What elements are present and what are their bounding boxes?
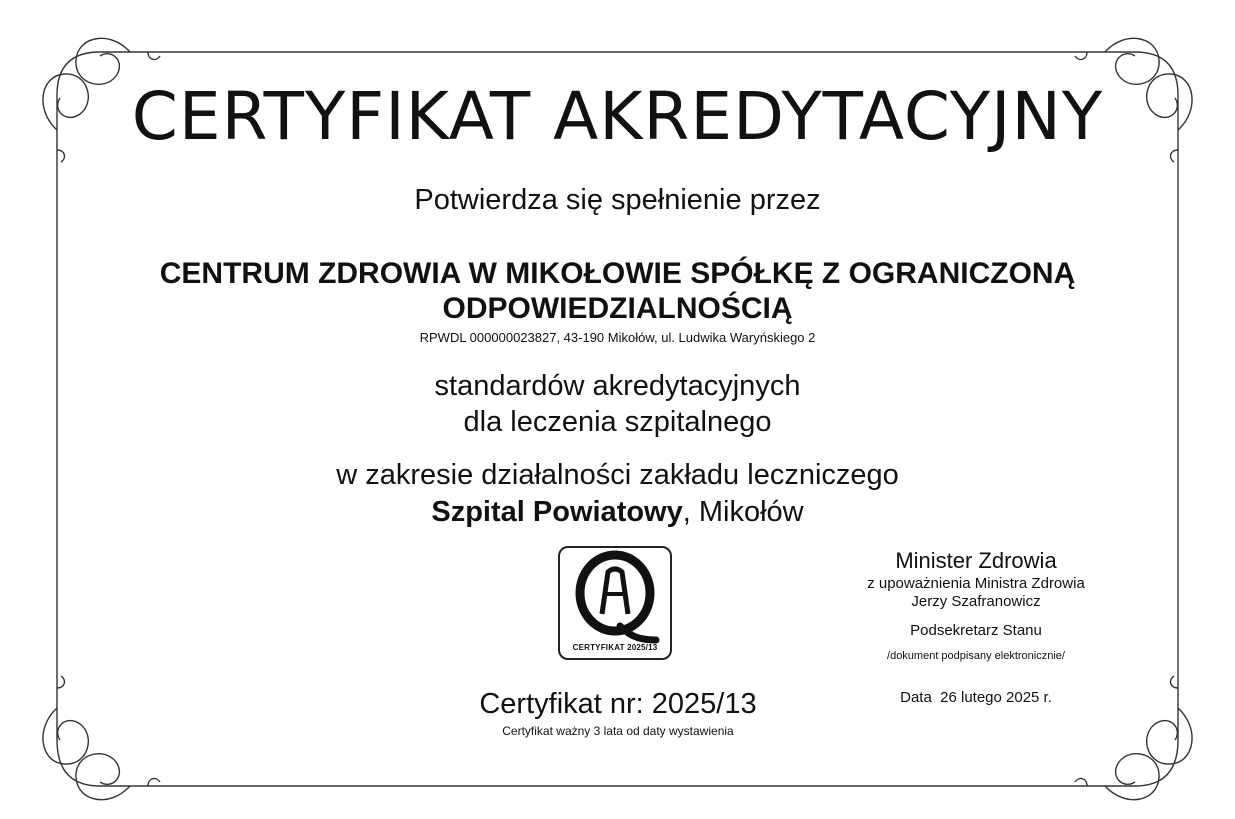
standards-line-2: dla leczenia szpitalnego bbox=[463, 406, 772, 438]
certificate-title: CERTYFIKAT AKREDYTACYJNY bbox=[131, 78, 1104, 155]
scope-description: zakresie działalności zakładu leczniczego bbox=[365, 459, 899, 491]
facility-location: , Mikołów bbox=[682, 496, 804, 528]
corner-ornament-bottom-left bbox=[43, 676, 160, 800]
scope-text bbox=[0, 457, 1235, 531]
issue-date: Data 26 lutego 2025 r. bbox=[900, 689, 1052, 706]
scope-line-1 bbox=[0, 457, 1235, 494]
electronic-signature-note: /dokument podpisany elektronicznie/ bbox=[887, 650, 1065, 662]
entity-address: RPWDL 000000023827, 43-190 Mikołów, ul. Ludwika Waryńskiego 2 bbox=[419, 330, 816, 345]
certificate-validity: Certyfikat ważny 3 lata od daty wystawienia bbox=[502, 724, 734, 738]
entity-name-line-1: CENTRUM ZDROWIA W MIKOŁOWIE SPÓŁKĘ Z OGRANICZONĄ bbox=[159, 257, 1076, 290]
signatory-name: Jerzy Szafranowicz bbox=[911, 593, 1041, 610]
signatory-authorization bbox=[826, 575, 1126, 611]
scope-prefix: w bbox=[336, 459, 358, 491]
logo-caption: CERTYFIKAT 2025/13 bbox=[572, 643, 658, 652]
facility-name: Szpital Powiatowy bbox=[431, 496, 683, 528]
accreditation-logo bbox=[558, 546, 672, 660]
certificate-number: Certyfikat nr: 2025/13 bbox=[479, 688, 757, 720]
authorization-line-1: z upoważnienia Ministra Zdrowia bbox=[867, 575, 1085, 592]
standards-text bbox=[0, 368, 1235, 440]
quality-q-logo-icon bbox=[560, 548, 670, 658]
signatory-title: Minister Zdrowia bbox=[895, 548, 1057, 573]
scope-line-2 bbox=[0, 494, 1235, 531]
entity-name bbox=[0, 256, 1235, 326]
entity-name-line-2: ODPOWIEDZIALNOŚCIĄ bbox=[442, 292, 793, 325]
signatory-position: Podsekretarz Stanu bbox=[910, 622, 1042, 639]
intro-text: Potwierdza się spełnienie przez bbox=[414, 184, 821, 216]
standards-line-1: standardów akredytacyjnych bbox=[434, 370, 801, 402]
